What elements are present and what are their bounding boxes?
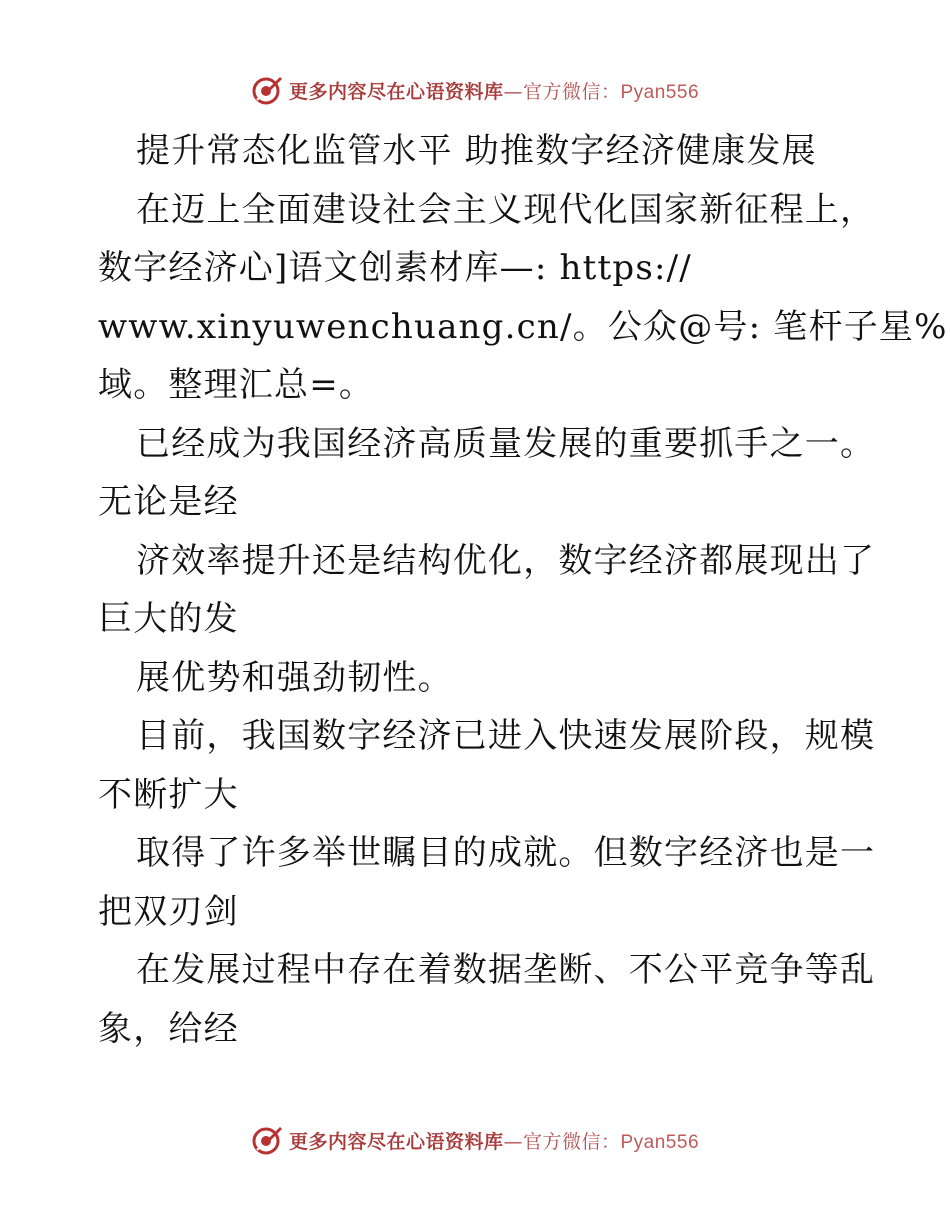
header-brand: 更多内容尽在心语资料库 <box>288 80 504 103</box>
text-line: 提升常态化监管水平 助推数字经济健康发展 <box>136 131 817 171</box>
text-line: 在迈上全面建设社会主义现代化国家新征程上， <box>136 189 876 230</box>
footer-wechat-id: Pyan556 <box>620 1131 700 1153</box>
footer-banner <box>0 1120 950 1160</box>
text-line: 取得了许多举世瞩目的成就。但数字经济也是一 <box>136 833 876 873</box>
text-line: 数字经济心]语文创素材库—: https:// <box>98 248 692 288</box>
text-line: 已经成为我国经济高质量发展的重要抓手之一。 <box>136 423 876 464</box>
text-line: 无论是经 <box>98 482 239 522</box>
text-line: 济效率提升还是结构优化，数字经济都展现出了 <box>136 540 876 581</box>
text-line: 展优势和强劲韧性。 <box>136 657 453 698</box>
text-line: 目前，我国数字经济已进入快速发展阶段，规模 <box>136 716 876 756</box>
pen-nib-logo-icon <box>251 74 283 106</box>
text-line: 在发展过程中存在着数据垄断、不公平竞争等乱 <box>136 950 876 990</box>
text-line: 巨大的发 <box>98 599 239 639</box>
text-line: 域。整理汇总=。 <box>98 365 375 405</box>
footer-contact-label: 官方微信： <box>522 1130 621 1153</box>
header-separator: — <box>503 80 523 103</box>
footer-banner-text <box>289 1127 699 1154</box>
footer-separator: — <box>503 1130 523 1153</box>
header-banner <box>0 70 950 110</box>
text-line: 把双刃剑 <box>98 891 239 932</box>
header-contact-label: 官方微信： <box>522 80 621 103</box>
pen-nib-logo-icon <box>251 1124 283 1156</box>
header-wechat-id: Pyan556 <box>620 81 700 103</box>
text-line: 象，给经 <box>98 1008 239 1049</box>
document-body <box>98 122 948 1058</box>
header-banner-text <box>289 77 699 104</box>
footer-brand: 更多内容尽在心语资料库 <box>288 1130 504 1153</box>
text-line: www.xinyuwenchuang.cn/。公众@号: 笔杆子星% <box>98 306 948 347</box>
text-line: 不断扩大 <box>98 774 239 815</box>
